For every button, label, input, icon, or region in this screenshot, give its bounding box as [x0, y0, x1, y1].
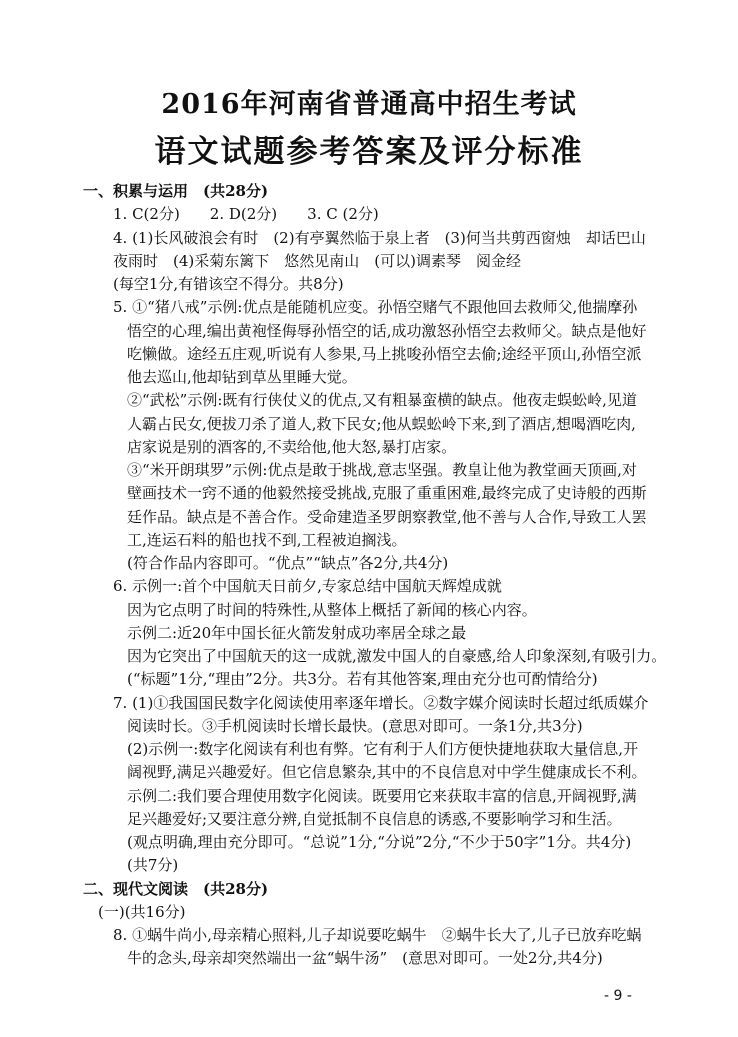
text-line: (2)示例一:数字化阅读有利也有弊。它有利于人们方便快捷地获取大量信息,开 — [127, 740, 639, 758]
text-line: 示例二:近20年中国长征火箭发射成功率居全球之最 — [127, 623, 467, 642]
text-line: 工,连运石料的船也找不到,工程被迫搁浅。 — [127, 530, 407, 549]
text-line: 6. 示例一:首个中国航天日前夕,专家总结中国航天辉煌成就 — [113, 577, 502, 596]
text-line: 夜雨时 (4)采菊东篱下 悠然见南山 (可以)调素琴 阅金经 — [113, 251, 521, 270]
text-line: (观点明确,理由充分即可。“总说”1分,“分说”2分,“不少于50字”1分。共4分) — [127, 833, 632, 851]
section-heading: 一、积累与运用 (共28分) — [83, 182, 269, 200]
text-line: (符合作品内容即可。“优点”“缺点”各2分,共4分) — [127, 554, 449, 572]
text-line: 足兴趣爱好;又要注意分辨,自觉抵制不良信息的诱惑,不要影响学习和生活。 — [127, 809, 622, 828]
text-line: 店家说是别的酒客的,不卖给他,他大怒,暴打店家。 — [127, 437, 457, 456]
text-line: (共7分) — [127, 856, 179, 875]
text-line: 5. ①“猪八戒”示例:优点是能随机应变。孙悟空赌气不跟他回去救师父,他揣摩孙 — [113, 298, 638, 317]
text-line: 廷作品。缺点是不善合作。受命建造圣罗朗察教堂,他不善与人合作,导致工人罢 — [127, 507, 647, 526]
text-line: 他去巡山,他却钻到草丛里睡大觉。 — [127, 368, 357, 386]
text-line: 壁画技术一窍不通的他毅然接受挑战,克服了重重困难,最终完成了史诗般的西斯 — [127, 484, 647, 503]
text-line: 阅读时长。③手机阅读时长增长最快。(意思对即可。一条1分,共3分) — [127, 716, 583, 735]
text-line: 悟空的心理,编出黄袍怪侮辱孙悟空的话,成功激怒孙悟空去救师父。缺点是他好 — [127, 321, 647, 340]
text-line: 阔视野,满足兴趣爱好。但它信息繁杂,其中的不良信息对中学生健康成长不利。 — [127, 763, 647, 782]
text-line: 因为它突出了中国航天的这一成就,激发中国人的自豪感,给人印象深刻,有吸引力。 — [127, 647, 667, 665]
page-title: 2016年河南省普通高中招生考试 — [161, 89, 577, 120]
text-line: 人霸占民女,便拔刀杀了道人,救下民女;他从蜈蚣岭下来,到了酒店,想喝酒吃肉, — [127, 414, 636, 433]
text-line: 8. ①蜗牛尚小,母亲精心照料,儿子却说要吃蜗牛 ②蜗牛长大了,儿子已放弃吃蜗 — [113, 926, 642, 944]
page-number: - 9 - — [604, 988, 632, 1004]
section-heading: 二、现代文阅读 (共28分) — [83, 879, 269, 898]
answer-body — [0, 180, 738, 971]
text-line: 7. (1)①我国国民数字化阅读使用率逐年增长。②数字媒介阅读时长超过纸质媒介 — [113, 693, 649, 712]
page-subtitle: 语文试题参考答案及评分标准 — [154, 134, 584, 170]
text-line: 1. C(2分) 2. D(2分) 3. C (2分) — [113, 205, 379, 224]
text-line: ③“米开朗琪罗”示例:优点是敢于挑战,意志坚强。教皇让他为教堂画天顶画,对 — [127, 461, 637, 479]
text-line: 牛的念头,母亲却突然端出一盆“蜗牛汤” (意思对即可。一处2分,共4分) — [127, 949, 603, 968]
text-line: (一)(共16分) — [98, 902, 186, 921]
text-line: 示例二:我们要合理使用数字化阅读。既要用它来获取丰富的信息,开阔视野,满 — [127, 786, 637, 805]
text-line: 因为它点明了时间的特殊性,从整体上概括了新闻的核心内容。 — [127, 600, 537, 619]
text-line: 吃懒做。途经五庄观,听说有人参果,马上挑唆孙悟空去偷;途经平顶山,孙悟空派 — [127, 344, 642, 363]
text-line: ②“武松”示例:既有行侠仗义的优点,又有粗暴蛮横的缺点。他夜走蜈蚣岭,见道 — [127, 391, 637, 410]
text-line: (“标题”1分,“理由”2分。共3分。若有其他答案,理由充分也可酌情给分) — [127, 670, 598, 689]
text-line: (每空1分,有错该空不得分。共8分) — [113, 275, 344, 293]
text-line: 4. (1)长风破浪会有时 (2)有亭翼然临于泉上者 (3)何当共剪西窗烛 却话巴山 — [113, 228, 646, 247]
